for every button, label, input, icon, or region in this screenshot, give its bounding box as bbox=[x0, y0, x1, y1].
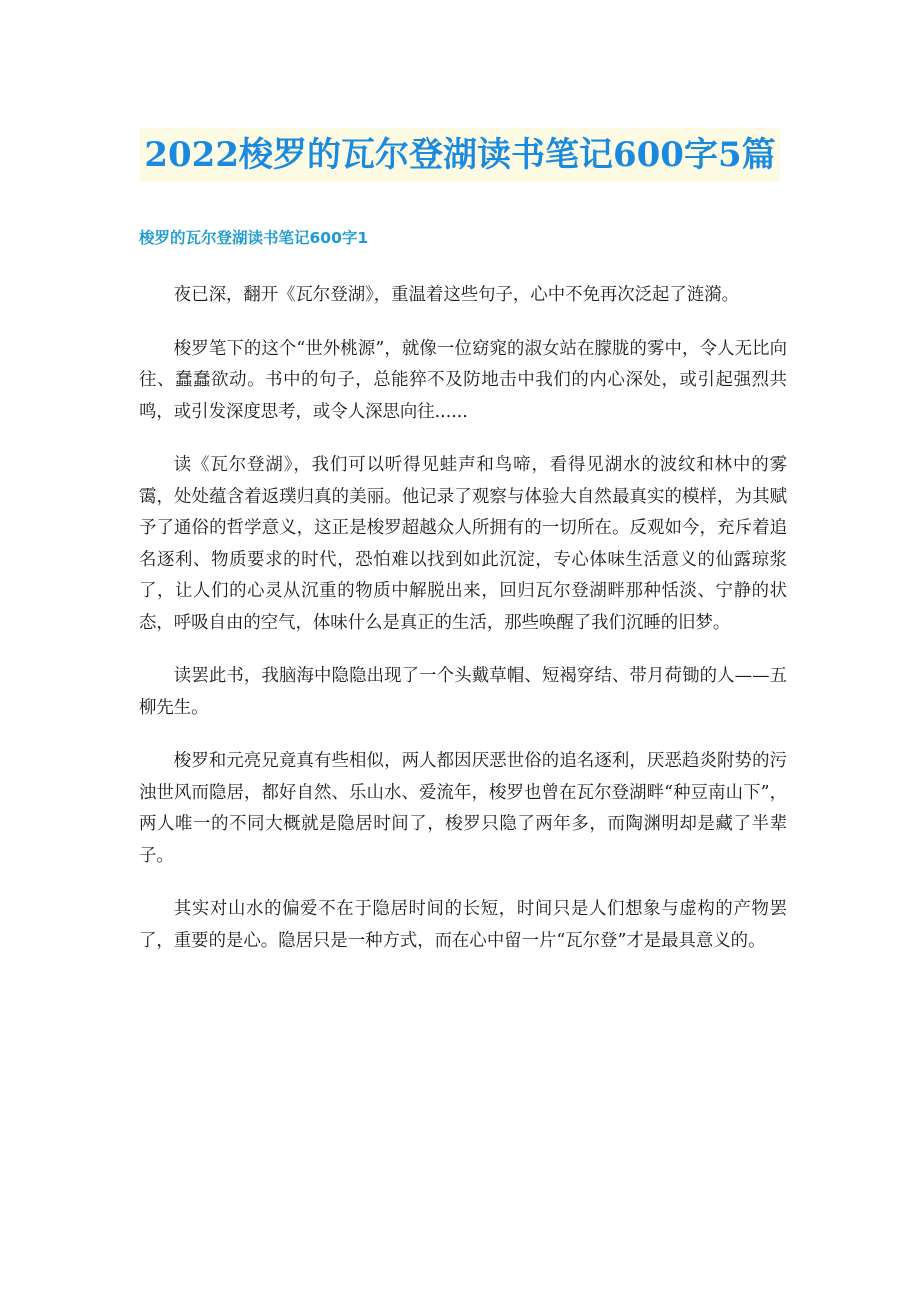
paragraph-2: 梭罗笔下的这个“世外桃源”，就像一位窈窕的淑女站在朦胧的雾中，令人无比向往、蠢蠢欲动。书中的句子，总能猝不及防地击中我们的内心深处，或引起强烈共鸣，或引发深度思考，或令人深思向往...... bbox=[139, 338, 787, 422]
paragraph-6: 其实对山水的偏爱不在于隐居时间的长短，时间只是人们想象与虚构的产物罢了，重要的是心。隐居只是一种方式，而在心中留一片“瓦尔登”才是最具意义的。 bbox=[139, 899, 787, 951]
paragraph-3: 读《瓦尔登湖》，我们可以听得见蛙声和鸟啼，看得见湖水的波纹和林中的雾霭，处处蕴含着返璞归真的美丽。他记录了观察与体验大自然最真实的模样，为其赋予了通俗的哲学意义，这正是梭罗超越众人所拥有的一切所在。反观如今，充斥着追名逐利、物质要求的时代，恐怕难以找到如此沉淀，专心体味生活意义的仙露琼浆了，让人们的心灵从沉重的物质中解脱出来，回归瓦尔登湖畔那种恬淡、宁静的状态，呼吸自由的空气，体味什么是真正的生活，那些唤醒了我们沉睡的旧梦。 bbox=[139, 455, 787, 633]
body-text bbox=[139, 280, 787, 979]
paragraph-5: 梭罗和元亮兄竟真有些相似，两人都因厌恶世俗的追名逐利，厌恶趋炎附势的污浊世风而隐居，都好自然、乐山水、爱流年，梭罗也曾在瓦尔登湖畔“种豆南山下”，两人唯一的不同大概就是隐居时间了，梭罗只隐了两年多，而陶渊明却是藏了半辈子。 bbox=[139, 751, 787, 866]
section-heading: 梭罗的瓦尔登湖读书笔记600字1 bbox=[139, 229, 369, 247]
paragraph-1: 夜已深，翻开《瓦尔登湖》，重温着这些句子，心中不免再次泛起了涟漪。 bbox=[173, 285, 739, 305]
paragraph-4: 读罢此书，我脑海中隐隐出现了一个头戴草帽、短褐穿结、带月荷锄的人——五柳先生。 bbox=[139, 666, 787, 718]
title-container bbox=[0, 128, 920, 182]
document-title: 2022梭罗的瓦尔登湖读书笔记600字5篇 bbox=[140, 128, 779, 182]
